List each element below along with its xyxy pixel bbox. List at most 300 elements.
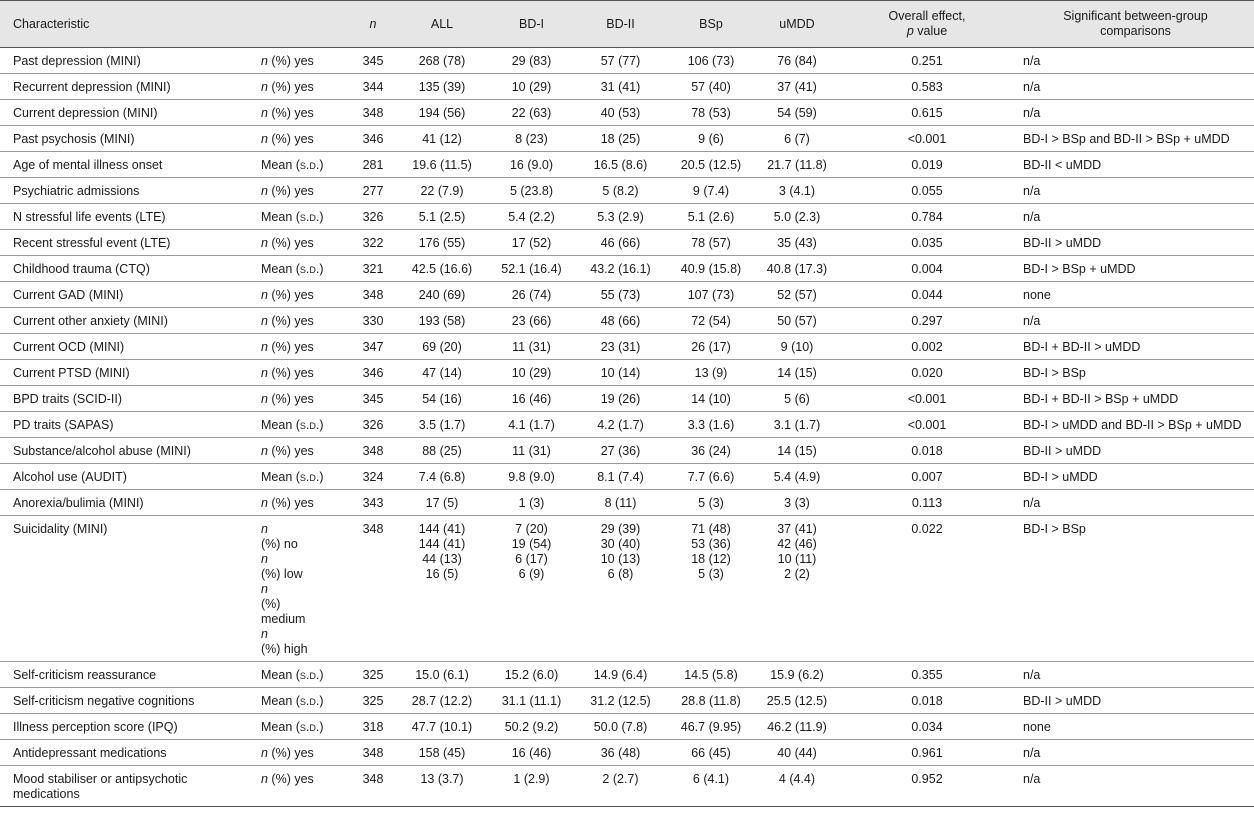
cell-bd2: 2 (2.7): [576, 766, 665, 807]
stat-label: (%) low: [261, 567, 303, 581]
header-sig-line2: comparisons: [1100, 24, 1171, 38]
table-row: [0, 412, 1254, 438]
cell-all: 135 (39): [397, 74, 487, 100]
stat-label: (%): [261, 597, 281, 611]
cell-bd1: 5.4 (2.2): [487, 204, 576, 230]
cell-significant-comparisons: n/a: [1017, 178, 1254, 204]
stat-sd: s.d.: [299, 262, 320, 276]
cell-n: 330: [349, 308, 397, 334]
cell-bd1: 15.2 (6.0): [487, 662, 576, 688]
stat-close: ): [319, 158, 324, 172]
cell-significant-comparisons: BD-I > BSp + uMDD: [1017, 256, 1254, 282]
cell-p-value: 0.035: [837, 230, 1017, 256]
cell-p-value: 0.784: [837, 204, 1017, 230]
cell-characteristic: Current depression (MINI): [0, 100, 255, 126]
cell-bsp: 6 (4.1): [665, 766, 757, 807]
stat-n-italic: n: [261, 340, 268, 354]
cell-bd1: 17 (52): [487, 230, 576, 256]
cell-bd1: 9.8 (9.0): [487, 464, 576, 490]
cell-bd1: 1 (2.9): [487, 766, 576, 807]
cell-significant-comparisons: BD-I > BSp: [1017, 516, 1254, 662]
stat-label: (%) yes: [267, 366, 314, 380]
cell-all: 41 (12): [397, 126, 487, 152]
stat-n-italic: n: [261, 80, 268, 94]
cell-umdd: 76 (84): [757, 48, 837, 74]
cell-bd2: 46 (66): [576, 230, 665, 256]
cell-bsp: 5 (3): [665, 490, 757, 516]
table-row: [0, 204, 1254, 230]
cell-significant-comparisons: BD-II > uMDD: [1017, 688, 1254, 714]
table-row: [0, 48, 1254, 74]
value-line: 16 (5): [425, 567, 459, 581]
table-row: [0, 126, 1254, 152]
cell-characteristic: Childhood trauma (CTQ): [0, 256, 255, 282]
cell-p-value: <0.001: [837, 386, 1017, 412]
stat-label: (%) yes: [267, 54, 314, 68]
value-line: 53 (36): [691, 537, 731, 551]
cell-n: 325: [349, 662, 397, 688]
cell-bd2: 55 (73): [576, 282, 665, 308]
table-row: [0, 766, 1254, 807]
cell-characteristic: Alcohol use (AUDIT): [0, 464, 255, 490]
value-line: 10 (11): [777, 552, 817, 566]
cell-bd2: 8.1 (7.4): [576, 464, 665, 490]
cell-stat-type: [255, 308, 349, 334]
stat-n-italic: n: [261, 772, 268, 786]
cell-umdd: 25.5 (12.5): [757, 688, 837, 714]
cell-bsp: 14.5 (5.8): [665, 662, 757, 688]
cell-all: 193 (58): [397, 308, 487, 334]
cell-all: 19.6 (11.5): [397, 152, 487, 178]
value-line: 144 (41): [418, 522, 466, 536]
cell-bsp: 107 (73): [665, 282, 757, 308]
value-line: 7 (20): [515, 522, 548, 536]
cell-characteristic: BPD traits (SCID-II): [0, 386, 255, 412]
cell-stat-type: [255, 48, 349, 74]
cell-bd2: 16.5 (8.6): [576, 152, 665, 178]
cell-p-value: 0.055: [837, 178, 1017, 204]
stat-close: ): [319, 210, 324, 224]
stat-sd: s.d.: [299, 418, 320, 432]
stat-n-italic: n: [261, 627, 268, 641]
stat-line: [261, 612, 343, 627]
cell-umdd: 21.7 (11.8): [757, 152, 837, 178]
cell-n: 346: [349, 360, 397, 386]
cell-bd1: 4.1 (1.7): [487, 412, 576, 438]
stat-label: (%) yes: [267, 746, 314, 760]
cell-bd2: 5.3 (2.9): [576, 204, 665, 230]
table-row: [0, 386, 1254, 412]
stat-label: Mean (: [261, 262, 300, 276]
table-header: [0, 1, 1254, 48]
cell-bd1: 23 (66): [487, 308, 576, 334]
stat-label: (%) yes: [267, 184, 314, 198]
cell-bsp: 106 (73): [665, 48, 757, 74]
value-line: 144 (41): [418, 537, 466, 551]
cell-p-value: 0.961: [837, 740, 1017, 766]
header-bd2: BD-II: [576, 1, 665, 48]
cell-characteristic: Anorexia/bulimia (MINI): [0, 490, 255, 516]
value-line: 5 (3): [698, 567, 724, 581]
stat-label: Mean (: [261, 694, 300, 708]
table-row: [0, 490, 1254, 516]
cell-umdd: 40.8 (17.3): [757, 256, 837, 282]
table-row: [0, 308, 1254, 334]
cell-bd2: [576, 516, 665, 662]
stat-sd: s.d.: [299, 470, 320, 484]
cell-bd1: 11 (31): [487, 334, 576, 360]
cell-n: 348: [349, 100, 397, 126]
stat-sd: s.d.: [299, 210, 320, 224]
cell-significant-comparisons: BD-II > uMDD: [1017, 230, 1254, 256]
stat-label: (%) yes: [267, 132, 314, 146]
value-line: 19 (54): [511, 537, 552, 551]
stat-n-italic: n: [261, 392, 268, 406]
cell-significant-comparisons: BD-II < uMDD: [1017, 152, 1254, 178]
cell-bsp: 9 (6): [665, 126, 757, 152]
table-row: [0, 74, 1254, 100]
cell-n: 324: [349, 464, 397, 490]
stat-label: Mean (: [261, 418, 300, 432]
cell-significant-comparisons: none: [1017, 282, 1254, 308]
cell-bsp: 36 (24): [665, 438, 757, 464]
cell-all: 7.4 (6.8): [397, 464, 487, 490]
stat-close: ): [319, 262, 324, 276]
stat-n-italic: n: [261, 496, 268, 510]
cell-all: 69 (20): [397, 334, 487, 360]
cell-bd1: [487, 516, 576, 662]
cell-stat-type: [255, 490, 349, 516]
cell-umdd: 52 (57): [757, 282, 837, 308]
header-bd1: BD-I: [487, 1, 576, 48]
stat-label: Mean (: [261, 470, 300, 484]
cell-stat-type: [255, 688, 349, 714]
cell-bd1: 22 (63): [487, 100, 576, 126]
cell-significant-comparisons: n/a: [1017, 740, 1254, 766]
cell-characteristic: Psychiatric admissions: [0, 178, 255, 204]
cell-bsp: 78 (53): [665, 100, 757, 126]
cell-p-value: 0.004: [837, 256, 1017, 282]
cell-stat-type: [255, 662, 349, 688]
value-line: 18 (12): [691, 552, 731, 566]
cell-stat-type: [255, 74, 349, 100]
cell-p-value: 0.002: [837, 334, 1017, 360]
stat-n-italic: n: [261, 236, 268, 250]
value-line: 6 (9): [518, 567, 545, 581]
cell-all: 47 (14): [397, 360, 487, 386]
stat-line: [261, 582, 343, 612]
cell-bsp: 57 (40): [665, 74, 757, 100]
cell-characteristic: Age of mental illness onset: [0, 152, 255, 178]
stat-label: (%) high: [261, 642, 308, 656]
cell-umdd: 37 (41): [757, 74, 837, 100]
cell-stat-type: [255, 438, 349, 464]
cell-p-value: 0.583: [837, 74, 1017, 100]
cell-bd1: 52.1 (16.4): [487, 256, 576, 282]
cell-n: 348: [349, 766, 397, 807]
cell-stat-type: [255, 256, 349, 282]
stat-sd: s.d.: [299, 720, 320, 734]
stat-n-italic: n: [261, 366, 268, 380]
cell-all: 42.5 (16.6): [397, 256, 487, 282]
cell-significant-comparisons: BD-I > uMDD: [1017, 464, 1254, 490]
table-row: [0, 334, 1254, 360]
cell-all: 22 (7.9): [397, 178, 487, 204]
cell-bsp: [665, 516, 757, 662]
cell-bd2: 10 (14): [576, 360, 665, 386]
table-row: [0, 230, 1254, 256]
cell-n: 344: [349, 74, 397, 100]
cell-p-value: <0.001: [837, 412, 1017, 438]
cell-p-value: 0.297: [837, 308, 1017, 334]
table-row: [0, 256, 1254, 282]
cell-umdd: 14 (15): [757, 360, 837, 386]
cell-bd2: 43.2 (16.1): [576, 256, 665, 282]
cell-significant-comparisons: BD-I > BSp: [1017, 360, 1254, 386]
header-significant-comparisons: [1017, 1, 1254, 48]
table-row: [0, 438, 1254, 464]
cell-all: 194 (56): [397, 100, 487, 126]
cell-significant-comparisons: BD-I > uMDD and BD-II > BSp + uMDD: [1017, 412, 1254, 438]
cell-bd2: 5 (8.2): [576, 178, 665, 204]
cell-bd1: 16 (46): [487, 740, 576, 766]
stat-label: (%) yes: [267, 288, 314, 302]
stat-label: Mean (: [261, 158, 300, 172]
cell-n: 343: [349, 490, 397, 516]
cell-umdd: 3 (3): [757, 490, 837, 516]
cell-umdd: 5.4 (4.9): [757, 464, 837, 490]
stat-label: (%) no: [261, 537, 298, 551]
cell-all: 13 (3.7): [397, 766, 487, 807]
cell-p-value: 0.251: [837, 48, 1017, 74]
cell-stat-type: [255, 282, 349, 308]
cell-stat-type: [255, 178, 349, 204]
cell-bsp: 46.7 (9.95): [665, 714, 757, 740]
header-characteristic: Characteristic: [0, 1, 255, 48]
header-umdd: uMDD: [757, 1, 837, 48]
table-row-suicidality: [0, 516, 1254, 662]
stat-sd: s.d.: [299, 668, 320, 682]
cell-bd1: 16 (9.0): [487, 152, 576, 178]
cell-bsp: 13 (9): [665, 360, 757, 386]
stat-label: (%) yes: [267, 80, 314, 94]
value-line: 6 (8): [607, 567, 634, 581]
cell-stat-type: [255, 100, 349, 126]
cell-characteristic: Past psychosis (MINI): [0, 126, 255, 152]
cell-bd1: 50.2 (9.2): [487, 714, 576, 740]
cell-bsp: 5.1 (2.6): [665, 204, 757, 230]
cell-characteristic: N stressful life events (LTE): [0, 204, 255, 230]
cell-n: 322: [349, 230, 397, 256]
header-bsp: BSp: [665, 1, 757, 48]
stat-close: ): [319, 470, 324, 484]
stat-label: (%) yes: [267, 444, 314, 458]
cell-all: 3.5 (1.7): [397, 412, 487, 438]
cell-bsp: 7.7 (6.6): [665, 464, 757, 490]
cell-bd2: 50.0 (7.8): [576, 714, 665, 740]
stat-label: (%) yes: [267, 106, 314, 120]
cell-bsp: 28.8 (11.8): [665, 688, 757, 714]
cell-significant-comparisons: n/a: [1017, 48, 1254, 74]
value-line: 44 (13): [422, 552, 462, 566]
table-row: [0, 152, 1254, 178]
cell-p-value: 0.019: [837, 152, 1017, 178]
cell-umdd: 3.1 (1.7): [757, 412, 837, 438]
cell-n: 326: [349, 412, 397, 438]
cell-p-value: 0.952: [837, 766, 1017, 807]
value-line: 37 (41): [777, 522, 817, 536]
cell-characteristic: Antidepressant medications: [0, 740, 255, 766]
stat-close: ): [319, 668, 324, 682]
cell-umdd: 40 (44): [757, 740, 837, 766]
header-all: ALL: [397, 1, 487, 48]
stat-line: [261, 552, 343, 582]
cell-all: 176 (55): [397, 230, 487, 256]
cell-bd1: 26 (74): [487, 282, 576, 308]
value-line: 30 (40): [600, 537, 641, 551]
cell-bd1: 11 (31): [487, 438, 576, 464]
cell-bsp: 14 (10): [665, 386, 757, 412]
cell-stat-type: [255, 230, 349, 256]
cell-all: 28.7 (12.2): [397, 688, 487, 714]
cell-characteristic: Recent stressful event (LTE): [0, 230, 255, 256]
table-body: [0, 48, 1254, 807]
cell-characteristic: Current PTSD (MINI): [0, 360, 255, 386]
cell-p-value: 0.034: [837, 714, 1017, 740]
header-overall-p: p: [906, 24, 914, 38]
cell-umdd: [757, 516, 837, 662]
stat-sd: s.d.: [299, 694, 320, 708]
cell-stat-type: [255, 516, 349, 662]
cell-n: 321: [349, 256, 397, 282]
cell-umdd: 15.9 (6.2): [757, 662, 837, 688]
cell-significant-comparisons: BD-I + BD-II > uMDD: [1017, 334, 1254, 360]
cell-p-value: 0.113: [837, 490, 1017, 516]
cell-umdd: 46.2 (11.9): [757, 714, 837, 740]
cell-bsp: 9 (7.4): [665, 178, 757, 204]
cell-all: 5.1 (2.5): [397, 204, 487, 230]
stat-n-italic: n: [261, 288, 268, 302]
stat-label: Mean (: [261, 720, 300, 734]
cell-bd1: 8 (23): [487, 126, 576, 152]
cell-n: 345: [349, 48, 397, 74]
stat-label: medium: [261, 612, 306, 626]
stat-label: (%) yes: [267, 314, 314, 328]
cell-umdd: 14 (15): [757, 438, 837, 464]
table-row: [0, 178, 1254, 204]
table-row: [0, 662, 1254, 688]
value-line: 10 (13): [600, 552, 641, 566]
cell-umdd: 6 (7): [757, 126, 837, 152]
cell-n: 281: [349, 152, 397, 178]
stat-n-italic: n: [261, 54, 268, 68]
cell-umdd: 54 (59): [757, 100, 837, 126]
stat-label: (%) yes: [267, 340, 314, 354]
cell-n: 348: [349, 740, 397, 766]
cell-n: 325: [349, 688, 397, 714]
cell-bd2: 57 (77): [576, 48, 665, 74]
cell-umdd: 9 (10): [757, 334, 837, 360]
cell-umdd: 4 (4.4): [757, 766, 837, 807]
cell-p-value: 0.018: [837, 688, 1017, 714]
cell-p-value: 0.007: [837, 464, 1017, 490]
cell-all: 158 (45): [397, 740, 487, 766]
stat-label: (%) yes: [267, 772, 314, 786]
stat-close: ): [319, 418, 324, 432]
cell-n: 348: [349, 516, 397, 662]
cell-n: 277: [349, 178, 397, 204]
cell-n: 326: [349, 204, 397, 230]
cell-significant-comparisons: n/a: [1017, 308, 1254, 334]
cell-stat-type: [255, 334, 349, 360]
cell-umdd: 35 (43): [757, 230, 837, 256]
cell-n: 347: [349, 334, 397, 360]
cell-bsp: 66 (45): [665, 740, 757, 766]
stat-label: (%) yes: [267, 496, 314, 510]
cell-bd2: 31.2 (12.5): [576, 688, 665, 714]
cell-characteristic: Illness perception score (IPQ): [0, 714, 255, 740]
header-n: n: [349, 1, 397, 48]
table-row: [0, 100, 1254, 126]
stat-close: ): [319, 720, 324, 734]
value-line: 29 (39): [600, 522, 641, 536]
value-line: 42 (46): [777, 537, 817, 551]
cell-umdd: 5 (6): [757, 386, 837, 412]
cell-bd2: 8 (11): [576, 490, 665, 516]
cell-all: 47.7 (10.1): [397, 714, 487, 740]
cell-p-value: 0.044: [837, 282, 1017, 308]
cell-bsp: 72 (54): [665, 308, 757, 334]
stat-close: ): [319, 694, 324, 708]
cell-p-value: 0.018: [837, 438, 1017, 464]
cell-stat-type: [255, 714, 349, 740]
stat-n-italic: n: [261, 106, 268, 120]
cell-significant-comparisons: n/a: [1017, 662, 1254, 688]
value-line: 6 (17): [515, 552, 548, 566]
cell-stat-type: [255, 386, 349, 412]
cell-bd2: 36 (48): [576, 740, 665, 766]
cell-bd1: 31.1 (11.1): [487, 688, 576, 714]
cell-characteristic: Current other anxiety (MINI): [0, 308, 255, 334]
cell-all: [397, 516, 487, 662]
cell-significant-comparisons: BD-I > BSp and BD-II > BSp + uMDD: [1017, 126, 1254, 152]
stat-n-italic: n: [261, 184, 268, 198]
cell-stat-type: [255, 360, 349, 386]
cell-characteristic: Suicidality (MINI): [0, 516, 255, 662]
cell-bd2: 19 (26): [576, 386, 665, 412]
header-overall-value: value: [913, 24, 948, 38]
cell-bd1: 29 (83): [487, 48, 576, 74]
stat-label: (%) yes: [267, 236, 314, 250]
cell-all: 15.0 (6.1): [397, 662, 487, 688]
cell-significant-comparisons: none: [1017, 714, 1254, 740]
cell-p-value: <0.001: [837, 126, 1017, 152]
cell-bd1: 1 (3): [487, 490, 576, 516]
cell-characteristic: Current OCD (MINI): [0, 334, 255, 360]
cell-bd1: 10 (29): [487, 360, 576, 386]
cell-p-value: 0.355: [837, 662, 1017, 688]
header-overall-line1: Overall effect,: [888, 9, 966, 23]
cell-umdd: 50 (57): [757, 308, 837, 334]
cell-all: 54 (16): [397, 386, 487, 412]
stat-n-italic: n: [261, 132, 268, 146]
cell-bsp: 20.5 (12.5): [665, 152, 757, 178]
table-row: [0, 464, 1254, 490]
cell-significant-comparisons: n/a: [1017, 490, 1254, 516]
cell-all: 240 (69): [397, 282, 487, 308]
cell-stat-type: [255, 126, 349, 152]
cell-significant-comparisons: n/a: [1017, 766, 1254, 807]
